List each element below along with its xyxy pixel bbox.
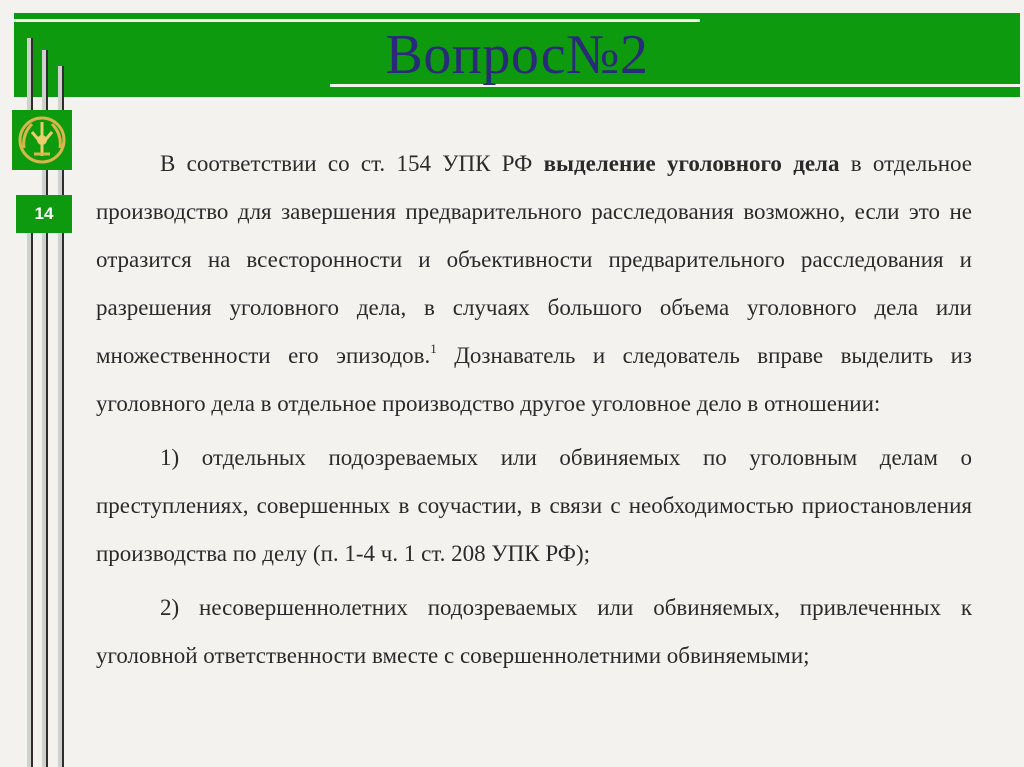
list-item-1: 1) отдельных подозреваемых или обвиняемых по уголовным делам о преступлениях, совершенных в соучастии, в связи с необходимостью приостановления производства по делу (п. 1-4 ч. 1 ст. 208 УПК РФ);: [96, 445, 972, 566]
rail-1-dark: [31, 38, 33, 110]
footnote-marker: 1: [430, 341, 437, 356]
paragraph-tail: Дознаватель и следователь вправе выделить из уголовного дела в отдельное производство другое уголовное дело в отношении:: [96, 343, 972, 416]
prosecutor-emblem-icon: [12, 110, 72, 170]
rail-3-dark: [62, 66, 64, 767]
paragraph-after-bold: в отдельное производство для завершения предварительного расследования возможно, если это не отразится на всесторонности и объективности предварительного расследования и разрешения уголовного дела, в случаях большого объема уголовного дела или множественности его эпизодов.: [96, 151, 973, 368]
paragraph-main: [96, 140, 972, 428]
rail-1b-dark: [31, 233, 33, 767]
slide-title: Вопрос№2: [385, 24, 649, 86]
slide-body: [96, 140, 972, 680]
page-number-badge: 14: [16, 195, 72, 233]
paragraph-bold-term: выделение уголовного дела: [543, 151, 840, 176]
paragraph-intro: В соответствии со ст. 154 УПК РФ: [160, 151, 544, 176]
list-item-2: 2) несовершеннолетних подозреваемых или обвиняемых, привлеченных к уголовной ответственности вместе с совершеннолетними обвиняемыми;: [96, 595, 972, 668]
